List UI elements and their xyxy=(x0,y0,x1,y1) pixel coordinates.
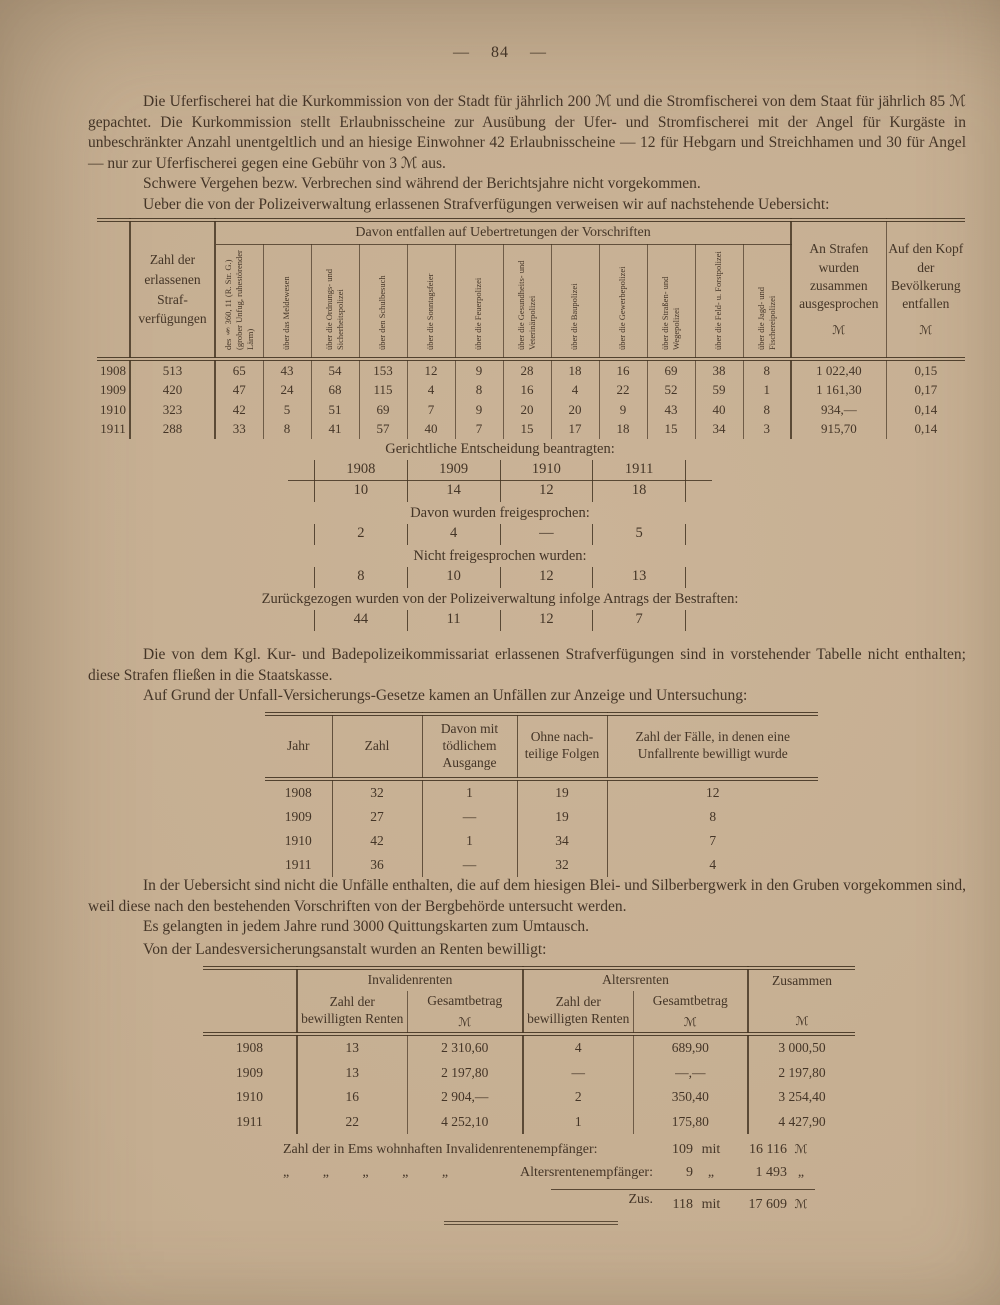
section-title: Nicht freigesprochen wurden: xyxy=(413,548,587,564)
column-header: Zahl der bewilligten Renten xyxy=(523,991,633,1034)
values-row xyxy=(314,481,686,502)
year-cell: 1909 xyxy=(100,382,126,398)
summary-total-line xyxy=(283,1192,815,1215)
table-cell: —,— xyxy=(633,1060,748,1085)
table-cell: 4 427,90 xyxy=(748,1109,855,1134)
count-value: 118 xyxy=(672,1197,693,1212)
table-cell: 24 xyxy=(263,381,311,401)
table-row xyxy=(265,853,818,877)
year-cell: 1911 xyxy=(592,460,686,481)
mit-word: mit xyxy=(701,1197,721,1212)
paragraph: Von der Landesversicherungsanstalt wurden an Renten bewilligt: xyxy=(143,940,547,958)
table-cell: 12 xyxy=(407,359,455,381)
value-cell: 4 xyxy=(407,524,500,545)
paragraph: Schwere Vergehen bezw. Verbrechen sind während der Berichtsjahre nicht vorgekommen. xyxy=(143,175,701,192)
closing-rule xyxy=(444,1221,618,1225)
value-cell: 12 xyxy=(500,481,593,502)
table-cell: 1 xyxy=(422,779,517,805)
table-cell: 8 xyxy=(607,805,818,829)
value-cell: 13 xyxy=(592,567,686,588)
table-cell: 915,70 xyxy=(791,420,886,440)
values-row xyxy=(314,610,686,631)
table-cell: 9 xyxy=(599,400,647,420)
table-cell: 2 xyxy=(523,1085,633,1110)
table-cell: 153 xyxy=(359,359,407,381)
table-cell: — xyxy=(523,1060,633,1085)
table-row xyxy=(203,1085,855,1110)
table-cell: 1 xyxy=(523,1109,633,1134)
year-cell: 1910 xyxy=(284,832,312,848)
table-cell: 115 xyxy=(359,381,407,401)
penalties-table xyxy=(97,218,965,439)
table-cell: 1 xyxy=(743,381,791,401)
header-label: Zusammen xyxy=(772,972,833,988)
table-cell: 2 310,60 xyxy=(407,1034,523,1061)
count-value: 109 xyxy=(672,1142,693,1157)
table-cell: 7 xyxy=(455,420,503,440)
page-number: — 84 — xyxy=(453,44,547,61)
table-cell: 8 xyxy=(455,381,503,401)
table-cell: 22 xyxy=(297,1109,407,1134)
table-cell: 350,40 xyxy=(633,1085,748,1110)
year-cell: 1910 xyxy=(236,1089,263,1104)
summary-rule xyxy=(551,1189,815,1190)
section-title: Gerichtliche Entscheidung beantragten: xyxy=(385,441,615,457)
values-row xyxy=(314,567,686,588)
header-label: Auf den Kopf der Bevölkerung entfallen xyxy=(888,241,964,312)
ditto-mark: „ xyxy=(707,1165,715,1180)
column-header xyxy=(407,991,523,1034)
table-cell: 3 xyxy=(743,420,791,440)
column-header-zusammen xyxy=(748,968,855,1034)
year-cell: 1909 xyxy=(236,1064,263,1080)
year-cell: 1909 xyxy=(284,808,312,824)
table-cell: 9 xyxy=(455,400,503,420)
year-cell: 1911 xyxy=(100,421,126,437)
table-cell: 1 xyxy=(422,829,517,853)
paragraph: In der Uebersicht sind nicht die Unfälle enthalten, die auf dem hiesigen Blei- und Silberbergwerk in den Gruben vorgekommen sind, weil diese nach den bestehenden Vorschriften von der Bergbehörde untersucht werden. xyxy=(88,877,966,915)
ditto-mark: „ xyxy=(797,1165,805,1180)
table-cell: 34 xyxy=(517,829,607,853)
table-cell: 8 xyxy=(743,400,791,420)
ditto-marks: „ „ „ „ „ xyxy=(283,1165,449,1180)
table-cell: 42 xyxy=(332,829,422,853)
summary-label: Altersrentenempfänger: xyxy=(520,1165,653,1180)
table-cell: 68 xyxy=(311,381,359,401)
pension-table xyxy=(203,966,855,1134)
table-header-row xyxy=(203,968,855,991)
table-cell: 40 xyxy=(695,400,743,420)
table-row xyxy=(97,420,965,440)
value-cell: — xyxy=(500,524,593,545)
empty-corner-cell xyxy=(203,968,297,1034)
table-row xyxy=(203,1034,855,1061)
table-cell: 5 xyxy=(263,400,311,420)
after-accident-text xyxy=(88,876,966,960)
value-cell: 18 xyxy=(592,481,686,502)
table-cell: 65 xyxy=(215,359,263,381)
table-cell: 934,— xyxy=(791,400,886,420)
rotated-column-header: über die Sonntagsfeier xyxy=(407,245,455,360)
total-label: Zus. xyxy=(628,1192,653,1207)
intro-text xyxy=(88,92,966,215)
value-cell: 8 xyxy=(314,567,407,588)
column-header-zahl: Zahl der erlassenen Strafverfügungen xyxy=(130,220,215,359)
table-cell: 34 xyxy=(695,420,743,440)
table-cell: 42 xyxy=(215,400,263,420)
year-cell: 1908 xyxy=(284,784,312,800)
table-cell: 12 xyxy=(607,779,818,805)
column-header: Zahl der Fälle, in denen eine Unfallrente bewilligt wurde xyxy=(607,714,818,779)
table-cell: 3 254,40 xyxy=(748,1085,855,1110)
column-header: Ohne nachteilige Folgen xyxy=(517,714,607,779)
table-row xyxy=(265,829,818,853)
table-cell: 3 000,50 xyxy=(748,1034,855,1061)
amount-value: 16 116 xyxy=(749,1142,787,1157)
table-cell: 15 xyxy=(647,420,695,440)
table-cell: 43 xyxy=(263,359,311,381)
table-cell: 2 197,80 xyxy=(407,1060,523,1085)
year-cell: 1911 xyxy=(285,856,312,872)
column-header: Davon mit tödlichem Ausgange xyxy=(422,714,517,779)
header-label: Gesamtbetrag xyxy=(427,992,503,1008)
value-cell: 12 xyxy=(500,610,593,631)
group-header-alters: Altersrenten xyxy=(523,968,748,991)
rotated-column-header: über das Meldewesen xyxy=(263,245,311,360)
header-label: An Strafen wurden zusammen ausgesprochen xyxy=(799,241,879,312)
mark-currency-symbol: ℳ xyxy=(794,1142,808,1156)
table-cell: 57 xyxy=(359,420,407,440)
table-cell: — xyxy=(422,853,517,877)
mark-currency-symbol: ℳ xyxy=(794,1197,808,1211)
recipients-summary xyxy=(283,1142,815,1215)
year-cell: 1911 xyxy=(236,1113,263,1129)
mark-currency-symbol: ℳ xyxy=(458,1014,472,1029)
table-cell: 15 xyxy=(503,420,551,440)
court-decision-section xyxy=(150,438,850,631)
table-cell: 1 022,40 xyxy=(791,359,886,381)
rotated-column-header: über die Gewerbepolizei xyxy=(599,245,647,360)
table-cell: 16 xyxy=(503,381,551,401)
mark-currency-symbol: ℳ xyxy=(795,1013,809,1028)
table-cell: 9 xyxy=(455,359,503,381)
table-cell: 20 xyxy=(551,400,599,420)
column-group-header: Davon entfallen auf Uebertretungen der Vorschriften xyxy=(215,220,791,245)
table-row xyxy=(265,779,818,805)
table-cell: 0,14 xyxy=(886,400,965,420)
value-cell: 10 xyxy=(407,567,500,588)
year-cell: 1908 xyxy=(314,460,407,481)
mark-currency-symbol: ℳ xyxy=(832,323,846,338)
section-title: Davon wurden freigesprochen: xyxy=(410,505,590,521)
table-cell: 0,14 xyxy=(886,420,965,440)
table-cell: 2 197,80 xyxy=(748,1060,855,1085)
table-row xyxy=(265,805,818,829)
group-header-invaliden: Invalidenrenten xyxy=(297,968,523,991)
table-cell: 4 xyxy=(407,381,455,401)
table-row xyxy=(97,359,965,381)
rotated-column-header: über die Feuerpolizei xyxy=(455,245,503,360)
value-cell: 44 xyxy=(314,610,407,631)
table-cell: 59 xyxy=(695,381,743,401)
table-cell: 52 xyxy=(647,381,695,401)
rotated-column-header: über die Baupolizei xyxy=(551,245,599,360)
value-cell: 5 xyxy=(592,524,686,545)
rotated-column-header: über die Feld- u. Forstpolizei xyxy=(695,245,743,360)
table-cell: 18 xyxy=(551,359,599,381)
table-cell: 8 xyxy=(263,420,311,440)
year-cell: 1910 xyxy=(100,401,126,417)
table-cell: 18 xyxy=(599,420,647,440)
table-cell: 4 252,10 xyxy=(407,1109,523,1134)
summary-line xyxy=(283,1142,815,1165)
table-cell: 19 xyxy=(517,805,607,829)
rotated-column-header: über die Ordnungs- und Sicherheitspolizei xyxy=(311,245,359,360)
middle-text xyxy=(88,645,966,707)
year-cell: 1909 xyxy=(407,460,500,481)
mit-word: mit xyxy=(701,1142,721,1157)
column-header-strafen xyxy=(791,220,886,359)
year-cell: 1910 xyxy=(500,460,593,481)
table-cell: 1 161,30 xyxy=(791,381,886,401)
table-cell: 47 xyxy=(215,381,263,401)
paragraph: Die Uferfischerei hat die Kurkommission von der Stadt für jährlich 200 ℳ und die Stromfischerei von dem Staat für jährlich 85 ℳ gepachtet. Die Kurkommission stellt Erlaubnisscheine zur Ausübung der Ufer- und Stromfischerei mit der Angel für Kurgäste in unbeschränkter Anzahl unentgeltlich und an hiesige Einwohner 42 Erlaubnisscheine — 12 für Hebgarn und Streichhamen und 30 für Angel — nur zur Uferfischerei gegen eine Gebühr von 3 ℳ aus. xyxy=(88,93,966,172)
table-cell: 51 xyxy=(311,400,359,420)
table-cell: 32 xyxy=(332,779,422,805)
values-row xyxy=(314,524,686,545)
year-cell: 1908 xyxy=(100,362,126,378)
table-cell: 4 xyxy=(607,853,818,877)
table-cell: 8 xyxy=(743,359,791,381)
table-cell: 69 xyxy=(359,400,407,420)
table-cell: 40 xyxy=(407,420,455,440)
year-cell: 1908 xyxy=(236,1040,263,1055)
table-cell: — xyxy=(422,805,517,829)
rotated-column-header: des § 360, 11 (R. Str. G.) (grober Unfug, ruhestörender Lärm) xyxy=(215,245,263,360)
table-cell: 323 xyxy=(130,400,215,420)
amount-value: 1 493 xyxy=(755,1165,787,1180)
table-cell: 28 xyxy=(503,359,551,381)
table-cell: 420 xyxy=(130,381,215,401)
rotated-column-header: über die Straßen- und Wegepolizei xyxy=(647,245,695,360)
empty-corner-cell xyxy=(97,220,130,359)
accident-table xyxy=(265,712,818,877)
table-row xyxy=(203,1060,855,1085)
table-cell: 16 xyxy=(599,359,647,381)
paragraph: Die von dem Kgl. Kur- und Badepolizeikommissariat erlassenen Strafverfügungen sind in vorstehender Tabelle nicht enthalten; diese Strafen fließen in die Staatskasse. xyxy=(88,646,966,684)
table-cell: 17 xyxy=(551,420,599,440)
table-cell: 33 xyxy=(215,420,263,440)
paragraph: Auf Grund der Unfall-Versicherungs-Gesetze kamen an Unfällen zur Anzeige und Untersuchung: xyxy=(143,687,748,704)
value-cell: 12 xyxy=(500,567,593,588)
column-header xyxy=(633,991,748,1034)
value-cell: 14 xyxy=(407,481,500,502)
table-cell: 69 xyxy=(647,359,695,381)
table-cell: 689,90 xyxy=(633,1034,748,1061)
header-label: Gesamtbetrag xyxy=(652,992,728,1008)
table-cell: 175,80 xyxy=(633,1109,748,1134)
table-cell: 27 xyxy=(332,805,422,829)
summary-line xyxy=(283,1165,815,1188)
column-header: Zahl der bewilligten Renten xyxy=(297,991,407,1034)
value-cell: 11 xyxy=(407,610,500,631)
table-cell: 513 xyxy=(130,359,215,381)
table-cell: 54 xyxy=(311,359,359,381)
mark-currency-symbol: ℳ xyxy=(683,1014,697,1029)
rotated-column-header: über den Schulbesuch xyxy=(359,245,407,360)
table-row xyxy=(203,1109,855,1134)
table-row xyxy=(97,400,965,420)
amount-value: 17 609 xyxy=(748,1197,787,1212)
paragraph: Ueber die von der Polizeiverwaltung erlassenen Strafverfügungen verweisen wir auf nachstehende Uebersicht: xyxy=(143,195,830,213)
column-header: Zahl xyxy=(332,714,422,779)
rotated-column-header: über die Gesundheits- und Veterinärpolizei xyxy=(503,245,551,360)
summary-label: Zahl der in Ems wohnhaften Invalidenrentenempfänger: xyxy=(283,1142,598,1157)
table-cell: 7 xyxy=(407,400,455,420)
table-cell: 43 xyxy=(647,400,695,420)
table-cell: 4 xyxy=(523,1034,633,1061)
table-cell: 32 xyxy=(517,853,607,877)
table-cell: 13 xyxy=(297,1034,407,1061)
table-cell: 41 xyxy=(311,420,359,440)
column-header-kopf xyxy=(886,220,965,359)
table-header-row xyxy=(265,714,818,779)
table-cell: 7 xyxy=(607,829,818,853)
table-cell: 0,15 xyxy=(886,359,965,381)
value-cell: 2 xyxy=(314,524,407,545)
table-cell: 22 xyxy=(599,381,647,401)
table-cell: 4 xyxy=(551,381,599,401)
table-cell: 13 xyxy=(297,1060,407,1085)
mark-currency-symbol: ℳ xyxy=(919,323,933,338)
table-cell: 38 xyxy=(695,359,743,381)
table-cell: 19 xyxy=(517,779,607,805)
table-cell: 36 xyxy=(332,853,422,877)
value-cell: 7 xyxy=(592,610,686,631)
table-cell: 16 xyxy=(297,1085,407,1110)
section-title: Zurückgezogen wurden von der Polizeiverwaltung infolge Antrags der Bestraften: xyxy=(261,591,739,607)
table-cell: 0,17 xyxy=(886,381,965,401)
table-row xyxy=(97,381,965,401)
paragraph: Es gelangten in jedem Jahre rund 3000 Quittungskarten zum Umtausch. xyxy=(143,918,589,935)
column-header: Jahr xyxy=(287,737,310,753)
count-value: 9 xyxy=(686,1165,693,1180)
table-cell: 2 904,— xyxy=(407,1085,523,1110)
value-cell: 10 xyxy=(314,481,407,502)
table-cell: 288 xyxy=(130,420,215,440)
years-row xyxy=(314,460,686,481)
table-header-row xyxy=(97,220,965,245)
rotated-column-header: über die Jagd- und Fischereipolizei xyxy=(743,245,791,360)
table-cell: 20 xyxy=(503,400,551,420)
